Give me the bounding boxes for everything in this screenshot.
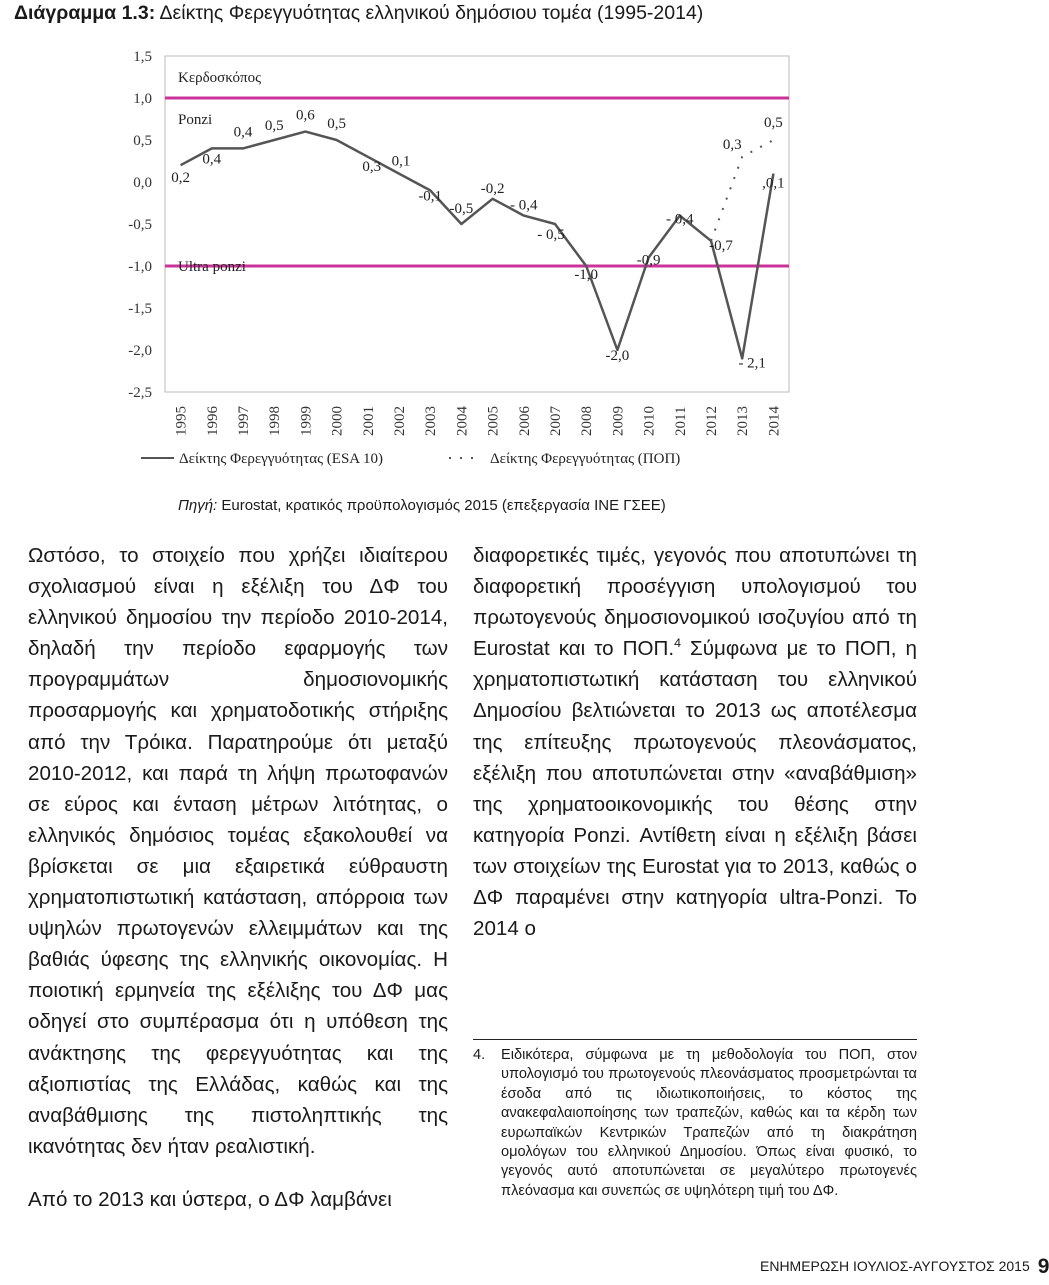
- data-label: 0,4: [202, 151, 222, 168]
- y-tick-label: -0,5: [128, 217, 152, 233]
- legend-label: Δείκτης Φερεγγυότητας (ΠΟΠ): [490, 451, 681, 467]
- data-label: -1,0: [574, 267, 599, 283]
- x-tick-label: 2000: [329, 406, 346, 436]
- y-tick-label: -2,5: [128, 385, 152, 401]
- y-tick-label: 1,0: [133, 91, 152, 107]
- data-label: 0,5: [264, 118, 284, 134]
- issue-label: ΕΝΗΜΕΡΩΣΗ ΙΟΥΛΙΟΣ-ΑΥΓΟΥΣΤΟΣ 2015: [760, 1258, 1030, 1274]
- x-tick-label: 2008: [579, 406, 596, 436]
- figure-title-text: Δείκτης Φερεγγυότητας ελληνικού δημόσιου τομέα (1995-2014): [155, 2, 704, 24]
- x-tick-label: 2012: [704, 406, 720, 436]
- x-tick-label: 1995: [173, 406, 190, 436]
- data-label: ,0,1: [762, 175, 785, 192]
- data-label: -0,9: [636, 252, 661, 269]
- figure-number: Διάγραμμα 1.3:: [14, 2, 156, 24]
- figure-source: [178, 497, 666, 514]
- data-label: 0,5: [327, 116, 346, 132]
- x-tick-label: 1997: [236, 406, 252, 436]
- y-tick-label: 1,5: [133, 49, 152, 65]
- x-tick-label: 2006: [516, 406, 533, 436]
- data-label: -0,5: [449, 201, 474, 217]
- plot-area: [165, 56, 789, 392]
- solvency-index-chart: [0, 36, 960, 496]
- data-label: -0,7: [709, 237, 733, 254]
- x-tick-label: 2007: [548, 406, 564, 436]
- data-label: 0,5: [764, 115, 783, 131]
- x-tick-label: 2004: [454, 406, 471, 436]
- data-label: 0,4: [233, 124, 253, 141]
- x-tick-label: 2013: [735, 406, 752, 436]
- left-text-column: [28, 540, 448, 1215]
- x-tick-label: 1999: [298, 406, 315, 436]
- footnote-text: Ειδικότερα, σύμφωνα με τη μεθοδολογία του ΠΟΠ, στον υπολογισμό του πρωτογενούς πλεονάσματος προσμετρώνται τα έσοδα από τις ιδιωτικοποιήσεις, το κόστος της ανακεφαλαιοποίησης των τραπεζών, καθώς και τα κέρδη των ευρωπαϊκών Κεντρικών Τραπεζών από τη διακράτηση ομολόγων του ελληνικού Δημοσίου. Όπως είναι φυσικό, το γεγονός αυτό αποτυπώνεται σε μεγαλύτερο πρωτογενές πλεόνασμα και συνεπώς σε υψηλότερη τιμή του ΔΦ.: [501, 1047, 917, 1199]
- x-tick-label: 2002: [392, 406, 408, 436]
- data-label: 0,2: [171, 170, 190, 187]
- source-label: Πηγή:: [178, 497, 218, 514]
- body-text: Σύμφωνα με το ΠΟΠ, η χρηματοπιστωτική κατάσταση του ελληνικού Δημοσίου βελτιώνεται το 2013 ως αποτέλεσμα της επίτευξης πρωτογενούς πλεονάσματος, εξέλιξη που αποτυπώνεται στην «αναβάθμιση» της χρηματοοικονομικής του θέσης στην κατηγορία Ponzi. Αντίθετη είναι η εξέλιξη βάσει των στοιχείων της Eurostat για το 2013, καθώς ο ΔΦ παραμένει στην κατηγορία ultra-Ponzi. Το 2014 ο: [473, 637, 917, 941]
- data-label: 0,3: [722, 136, 742, 153]
- zone-label: Ultra ponzi: [178, 259, 246, 275]
- data-label: 0,1: [391, 153, 411, 170]
- body-paragraph: [473, 540, 917, 944]
- data-label: -2,0: [605, 348, 630, 364]
- data-label: 0,6: [296, 107, 315, 124]
- x-tick-label: 2005: [485, 406, 502, 436]
- x-tick-label: 2009: [610, 406, 627, 436]
- data-label: - 0,5: [537, 227, 565, 243]
- y-tick-label: -1,0: [128, 259, 152, 275]
- x-tick-label: 2001: [360, 406, 377, 436]
- x-tick-label: 1998: [267, 406, 284, 436]
- page-footer: [760, 1255, 1049, 1279]
- data-label: - 2,1: [738, 355, 766, 372]
- x-tick-label: 2011: [672, 406, 689, 436]
- footnote-reference[interactable]: 4: [674, 636, 682, 651]
- x-tick-label: 2003: [423, 406, 440, 436]
- zone-label: Ponzi: [178, 112, 213, 128]
- source-text: Eurostat, κρατικός προϋπολογισμός 2015 (επεξεργασία ΙΝΕ ΓΣΕΕ): [217, 497, 666, 514]
- data-label: -0,1: [418, 188, 443, 205]
- data-label: -0,2: [480, 180, 505, 197]
- legend-label: Δείκτης Φερεγγυότητας (ESA 10): [179, 451, 384, 467]
- x-tick-label: 2010: [641, 406, 658, 436]
- y-tick-label: -2,0: [128, 343, 152, 359]
- footnote-number: 4.: [473, 1047, 486, 1063]
- body-paragraph: Από το 2013 και ύστερα, ο ΔΦ λαμβάνει: [28, 1187, 392, 1211]
- right-text-column: [473, 540, 917, 944]
- page-number: 9: [1037, 1255, 1049, 1278]
- y-tick-label: 0,5: [133, 133, 152, 149]
- x-tick-label: 2014: [766, 406, 783, 436]
- footnote: [473, 1039, 917, 1201]
- zone-label: Κερδοσκόπος: [178, 70, 262, 86]
- data-label: - 0,4: [510, 197, 538, 214]
- x-tick-label: 1996: [204, 406, 221, 436]
- esa10-series-line: [181, 132, 774, 359]
- body-text: διαφορετικές τιμές, γεγονός που αποτυπώνει τη διαφορετική προσέγγιση υπολογισμού του πρωτογενούς δημοσιονομικού ισοζυγίου από τη Eurostat και το ΠΟΠ.: [473, 544, 917, 661]
- y-tick-label: -1,5: [128, 301, 152, 317]
- figure-title: [14, 2, 703, 25]
- y-tick-label: 0,0: [133, 175, 152, 191]
- body-paragraph: Ωστόσο, το στοιχείο που χρήζει ιδιαίτερου σχολιασμού είναι η εξέλιξη του ΔΦ του ελληνικού δημοσίου την περίοδο 2010-2014, δηλαδή την περίοδο εφαρμογής των προγραμμάτων δημοσιονομικής προσαρμογής και χρηματοδοτικής στήριξης από την Τρόικα. Παρατηρούμε ότι μεταξύ 2010-2012, και παρά τη λήψη πρωτοφανών σε εύρος και ένταση μέτρων λιτότητας, ο ελληνικός δημόσιος τομέας εξακολουθεί να βρίσκεται σε μια εξαιρετικά εύθραυστη χρηματοπιστωτική κατάσταση, απόρροια των υψηλών πρωτογενών ελλειμμάτων και της βαθιάς ύφεσης της ελληνικής οικονομίας. Η ποιοτική ερμηνεία της εξέλιξης του ΔΦ μας οδηγεί στο συμπέρασμα ότι η υπόθεση της ανάκτησης της φερεγγυότητας και της αξιοπιστίας της Ελλάδας, καθώς και της αναβάθμισης της πιστοληπτικής της ικανότητας δεν ήταν ρεαλιστική.: [28, 544, 448, 1158]
- data-label: - 0,4: [666, 211, 694, 228]
- data-label: 0,3: [362, 158, 382, 175]
